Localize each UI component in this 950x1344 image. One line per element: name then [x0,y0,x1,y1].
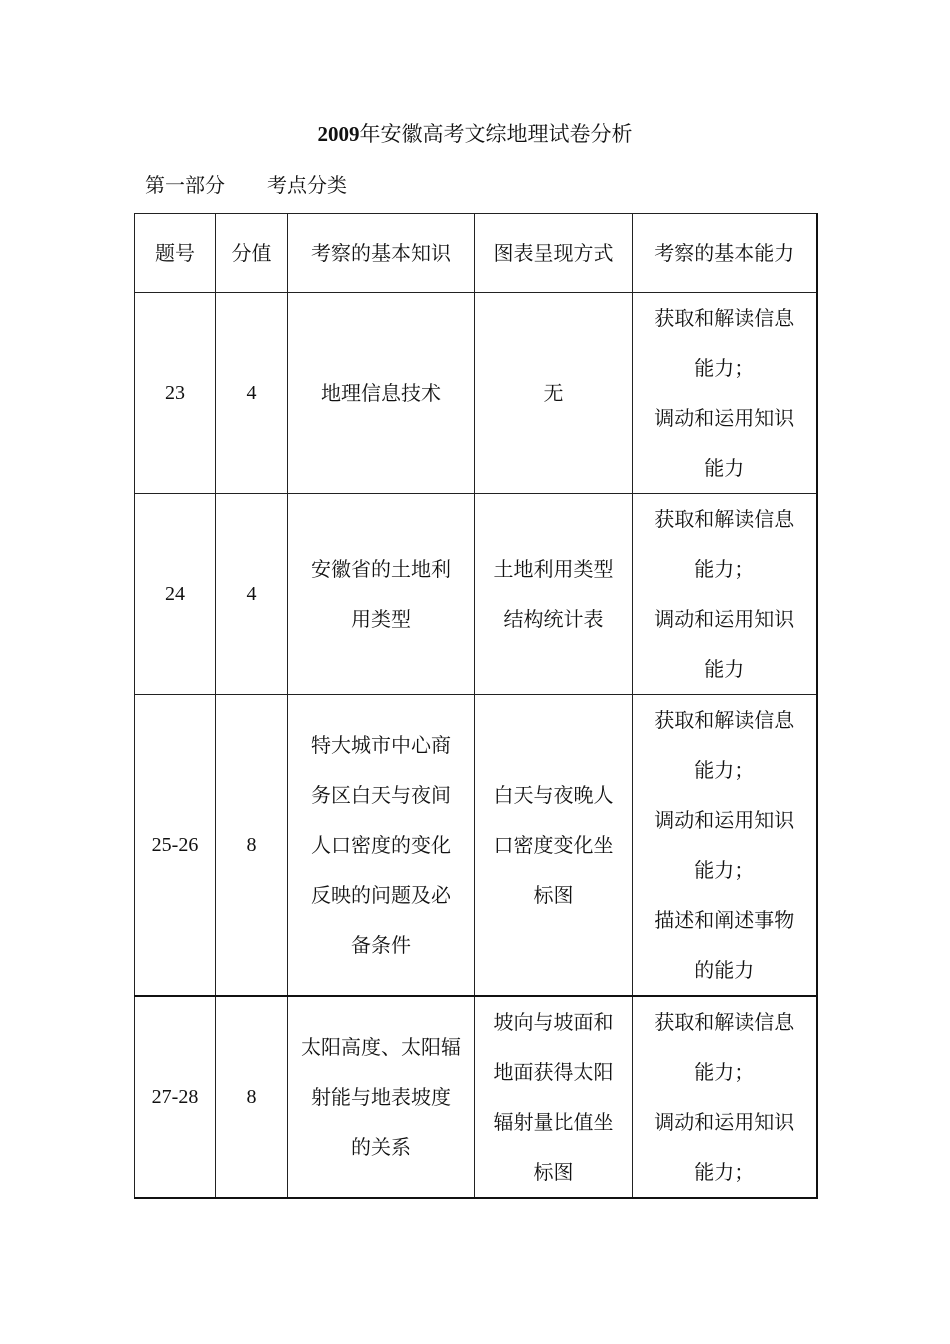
cell-presentation [475,695,633,997]
knowledge-line: 备条件 [351,933,411,957]
table-row [135,293,817,494]
cell-ability [633,996,817,1198]
header-knowledge: 考察的基本知识 [288,214,475,293]
header-score: 分值 [216,214,288,293]
ability-line: 能力； [694,557,755,581]
document-title [0,118,950,150]
knowledge-line: 特大城市中心商 [311,733,451,757]
ability-line: 能力； [694,1160,755,1184]
knowledge-line: 射能与地表坡度 [311,1085,451,1109]
knowledge-line: 的关系 [351,1135,411,1159]
knowledge-line: 人口密度的变化 [311,833,451,857]
ability-line: 调动和运用知识 [654,808,795,832]
knowledge-line: 用类型 [351,607,411,631]
cell-knowledge [288,293,475,494]
ability-line: 描述和阐述事物 [654,908,795,932]
cell-score: 8 [216,695,288,997]
table-header-row [135,214,817,293]
cell-presentation [475,494,633,695]
section-name: 考点分类 [267,173,347,197]
presentation-line: 坡向与坡面和 [493,1010,614,1034]
ability-line: 获取和解读信息 [654,1010,795,1034]
ability-line: 获取和解读信息 [654,708,795,732]
section-part: 第一部分 [145,173,225,197]
header-ability: 考察的基本能力 [633,214,817,293]
presentation-line: 辐射量比值坐 [493,1110,614,1134]
ability-line: 获取和解读信息 [654,306,795,330]
ability-line: 的能力 [694,958,755,982]
ability-line: 能力； [694,858,755,882]
header-number: 题号 [135,214,216,293]
ability-line: 能力； [694,758,755,782]
ability-line: 能力； [694,1060,755,1084]
knowledge-line: 反映的问题及必 [311,883,451,907]
cell-score: 8 [216,996,288,1198]
presentation-line: 无 [543,381,564,405]
title-year: 2009 [317,122,360,146]
cell-ability [633,293,817,494]
presentation-line: 标图 [533,1160,574,1184]
presentation-line: 结构统计表 [503,607,604,631]
table-row [135,996,817,1198]
section-heading [145,169,347,201]
header-presentation: 图表呈现方式 [475,214,633,293]
cell-ability [633,494,817,695]
cell-presentation [475,996,633,1198]
cell-number: 25-26 [135,695,216,997]
ability-line: 调动和运用知识 [654,607,795,631]
presentation-line: 地面获得太阳 [493,1060,614,1084]
cell-ability [633,695,817,997]
table-row [135,695,817,997]
knowledge-line: 太阳高度、太阳辐 [301,1035,461,1059]
cell-score: 4 [216,494,288,695]
ability-line: 能力 [704,657,745,681]
ability-line: 调动和运用知识 [654,1110,795,1134]
cell-number: 27-28 [135,996,216,1198]
cell-number: 23 [135,293,216,494]
presentation-line: 白天与夜晚人 [493,783,614,807]
knowledge-line: 地理信息技术 [321,381,441,405]
cell-knowledge [288,695,475,997]
cell-number: 24 [135,494,216,695]
ability-line: 能力 [704,456,745,480]
cell-score: 4 [216,293,288,494]
presentation-line: 标图 [533,883,574,907]
presentation-line: 口密度变化坐 [493,833,614,857]
presentation-line: 土地利用类型 [493,557,614,581]
exam-analysis-table [134,213,818,1199]
ability-line: 获取和解读信息 [654,507,795,531]
title-text: 年安徽高考文综地理试卷分析 [359,122,633,146]
ability-line: 能力； [694,356,755,380]
ability-line: 调动和运用知识 [654,406,795,430]
knowledge-line: 安徽省的土地利 [311,557,451,581]
cell-knowledge [288,494,475,695]
knowledge-line: 务区白天与夜间 [311,783,451,807]
cell-presentation [475,293,633,494]
cell-knowledge [288,996,475,1198]
table-row [135,494,817,695]
